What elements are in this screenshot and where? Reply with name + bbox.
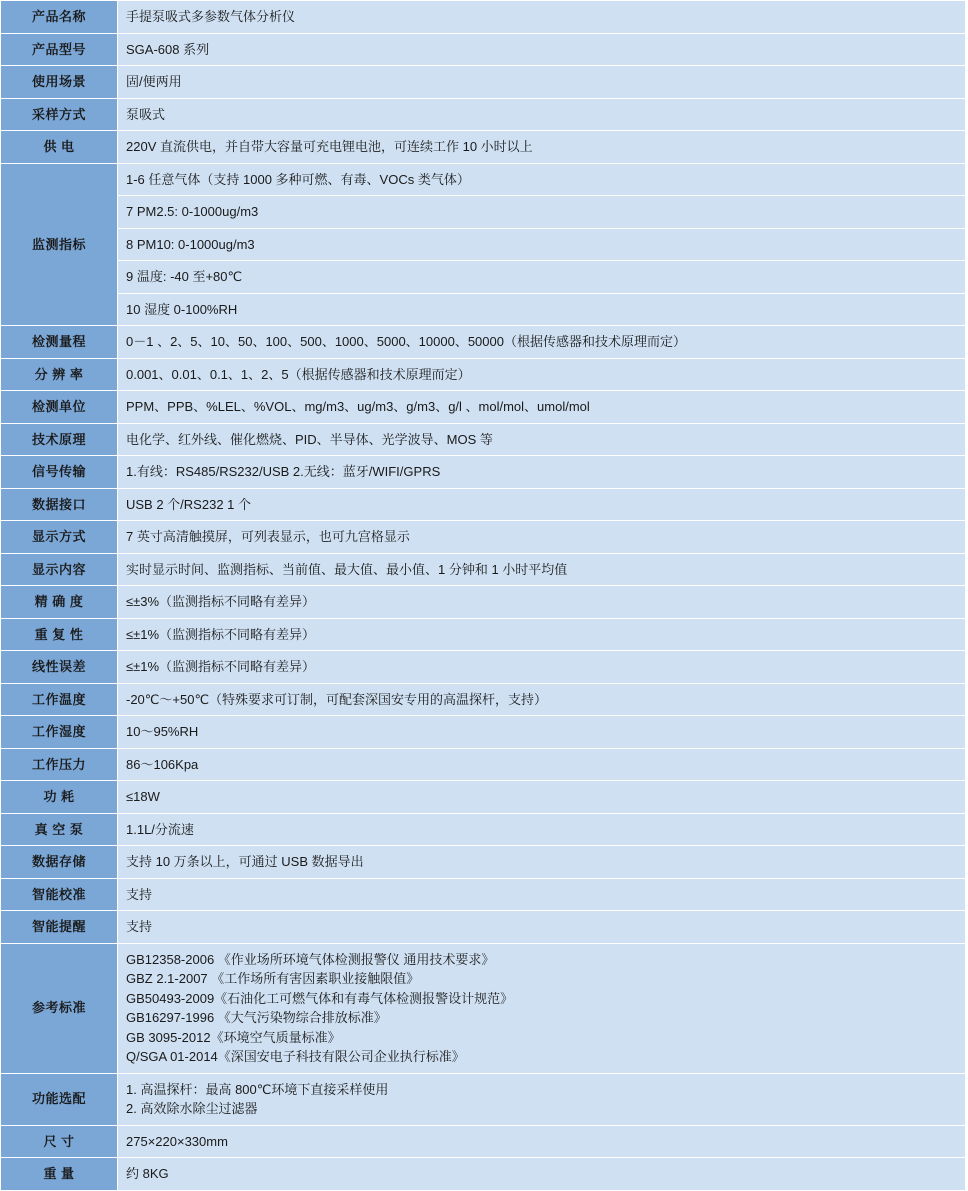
row-value: 支持 10 万条以上，可通过 USB 数据导出 [118,846,966,879]
row-value: 支持 [118,911,966,944]
table-row [1,1,966,34]
table-row [1,1158,966,1191]
row-value: ≤±1%（监测指标不同略有差异） [118,618,966,651]
table-row [1,586,966,619]
row-label: 数据存储 [1,846,118,879]
row-label: 检测单位 [1,391,118,424]
row-value: 86～106Kpa [118,748,966,781]
row-value: 8 PM10: 0-1000ug/m3 [118,228,966,261]
table-row [1,618,966,651]
row-value: 1.1L/分流速 [118,813,966,846]
row-value: 固/便两用 [118,66,966,99]
row-value-group [118,943,966,1073]
row-value: 7 PM2.5: 0-1000ug/m3 [118,196,966,229]
row-value: 实时显示时间、监测指标、当前值、最大值、最小值、1 分钟和 1 小时平均值 [118,553,966,586]
table-row [1,846,966,879]
row-label: 采样方式 [1,98,118,131]
row-value: ≤18W [118,781,966,814]
row-value: 0－1 、2、5、10、50、100、500、1000、5000、10000、50000（根据传感器和技术原理而定） [118,326,966,359]
table-row [1,163,966,196]
row-value: 支持 [118,878,966,911]
row-label: 产品型号 [1,33,118,66]
row-value-line: GBZ 2.1-2007 《工作场所有害因素职业接触限值》 [126,971,420,986]
row-label: 真 空 泵 [1,813,118,846]
table-row [1,521,966,554]
table-row [1,781,966,814]
row-value-line: GB 3095-2012《环境空气质量标准》 [126,1029,341,1045]
row-label: 工作压力 [1,748,118,781]
row-value: 220V 直流供电，并自带大容量可充电锂电池，可连续工作 10 小时以上 [118,131,966,164]
row-value: 1-6 任意气体（支持 1000 多种可燃、有毒、VOCs 类气体） [118,163,966,196]
row-label: 重 量 [1,1158,118,1191]
table-row [1,651,966,684]
table-row [1,716,966,749]
row-value: ≤±1%（监测指标不同略有差异） [118,651,966,684]
row-value: USB 2 个/RS232 1 个 [118,488,966,521]
row-value-line: GB16297-1996 《大气污染物综合排放标准》 [126,1010,387,1025]
table-row [1,748,966,781]
table-row [1,326,966,359]
table-row [1,1073,966,1125]
table-row [1,261,966,294]
table-row [1,358,966,391]
table-row [1,66,966,99]
table-row [1,911,966,944]
row-value-line: GB12358-2006 《作业场所环境气体检测报警仪 通用技术要求》 [126,951,495,967]
row-label: 智能校准 [1,878,118,911]
row-value: 约 8KG [118,1158,966,1191]
row-label: 工作湿度 [1,716,118,749]
row-value: 10 湿度 0-100%RH [118,293,966,326]
row-value-line: Q/SGA 01-2014《深国安电子科技有限公司企业执行标准》 [126,1049,465,1064]
table-row [1,196,966,229]
table-row [1,943,966,1073]
row-label: 产品名称 [1,1,118,34]
row-value: 7 英寸高清触摸屏，可列表显示，也可九宫格显示 [118,521,966,554]
row-label: 智能提醒 [1,911,118,944]
row-value-group [118,1073,966,1125]
table-row [1,683,966,716]
table-row [1,98,966,131]
table-row [1,391,966,424]
row-value-line: 2. 高效除水除尘过滤器 [126,1101,258,1116]
row-label: 显示方式 [1,521,118,554]
row-value: 手提泵吸式多参数气体分析仪 [118,1,966,34]
table-row [1,131,966,164]
table-row [1,423,966,456]
row-value-line: GB50493-2009《石油化工可燃气体和有毒气体检测报警设计规范》 [126,990,514,1006]
row-value: -20℃～+50℃（特殊要求可订制，可配套深国安专用的高温探杆，支持） [118,683,966,716]
row-value: PPM、PPB、%LEL、%VOL、mg/m3、ug/m3、g/m3、g/l 、mol/mol、umol/mol [118,391,966,424]
row-label: 使用场景 [1,66,118,99]
row-label: 分 辨 率 [1,358,118,391]
row-label: 功能选配 [1,1073,118,1125]
row-label: 供 电 [1,131,118,164]
row-label: 显示内容 [1,553,118,586]
table-row [1,488,966,521]
table-row [1,553,966,586]
spec-table-body [1,1,966,1191]
row-value: 1.有线：RS485/RS232/USB 2.无线：蓝牙/WIFI/GPRS [118,456,966,489]
row-value: 0.001、0.01、0.1、1、2、5（根据传感器和技术原理而定） [118,358,966,391]
table-row [1,33,966,66]
row-label: 线性误差 [1,651,118,684]
row-value: 电化学、红外线、催化燃烧、PID、半导体、光学波导、MOS 等 [118,423,966,456]
table-row [1,813,966,846]
row-label: 重 复 性 [1,618,118,651]
row-label: 尺 寸 [1,1125,118,1158]
row-label: 信号传输 [1,456,118,489]
table-row [1,228,966,261]
row-value: 275×220×330mm [118,1125,966,1158]
row-value: 10～95%RH [118,716,966,749]
row-label: 监测指标 [1,163,118,326]
row-value: 泵吸式 [118,98,966,131]
row-value: ≤±3%（监测指标不同略有差异） [118,586,966,619]
table-row [1,1125,966,1158]
row-label: 精 确 度 [1,586,118,619]
table-row [1,293,966,326]
row-label: 检测量程 [1,326,118,359]
row-value: SGA-608 系列 [118,33,966,66]
row-label: 功 耗 [1,781,118,814]
row-label: 参考标准 [1,943,118,1073]
table-row [1,456,966,489]
row-label: 数据接口 [1,488,118,521]
row-label: 技术原理 [1,423,118,456]
table-row [1,878,966,911]
row-value: 9 温度: -40 至+80℃ [118,261,966,294]
row-value-line: 1. 高温探杆：最高 800℃环境下直接采样使用 [126,1081,389,1097]
row-label: 工作温度 [1,683,118,716]
